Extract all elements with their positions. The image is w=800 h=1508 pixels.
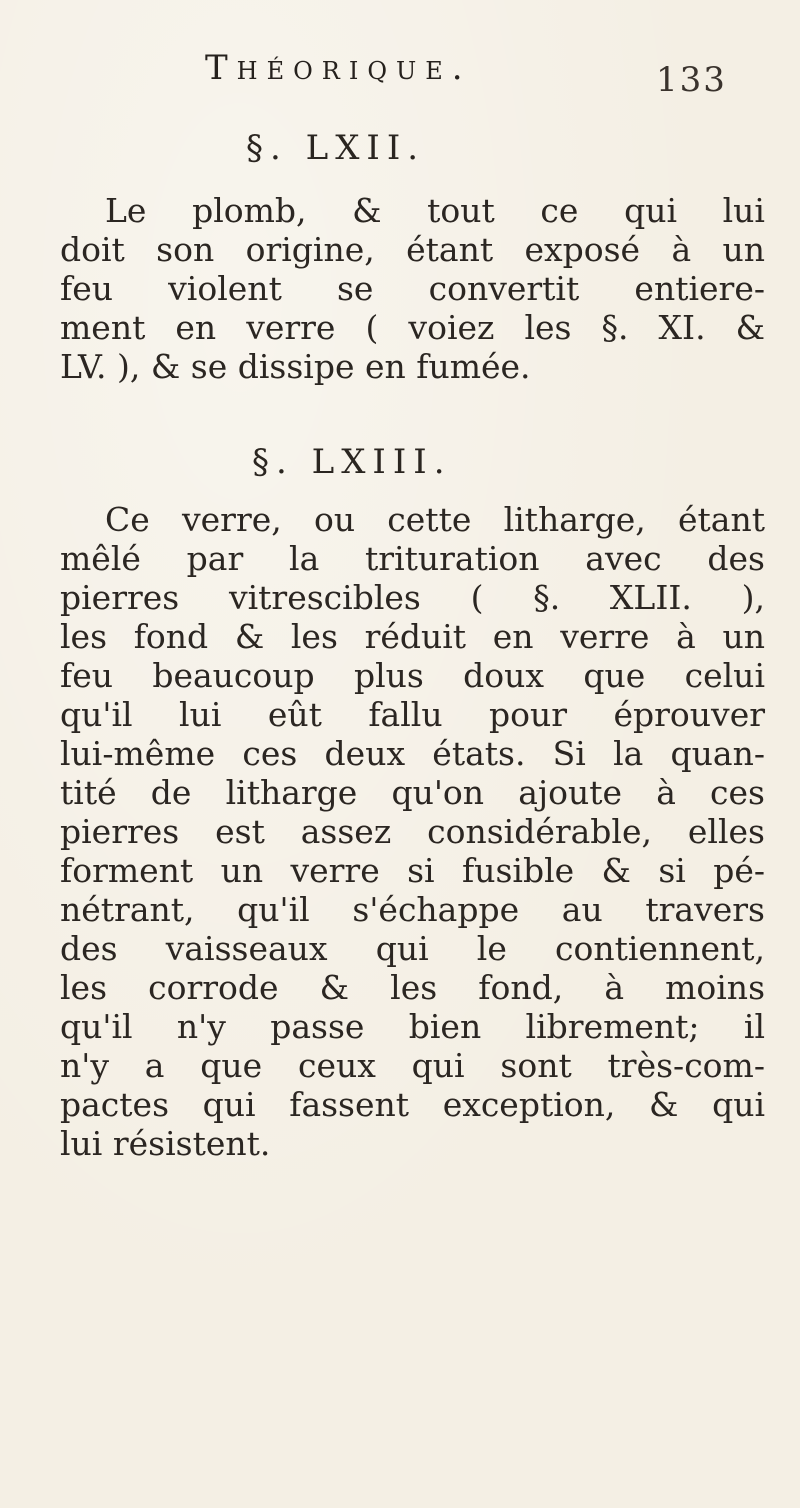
text-line: des vaisseaux qui le contiennent, — [60, 929, 765, 968]
text-line: pierres est assez considérable, elles — [60, 812, 765, 851]
text-line: forment un verre si fusible & si pé- — [60, 851, 765, 890]
text-line: feu beaucoup plus doux que celui — [60, 656, 765, 695]
text-line: tité de litharge qu'on ajoute à ces — [60, 773, 765, 812]
running-head — [0, 44, 800, 100]
section-heading: §. LXII. — [246, 128, 426, 168]
text-line: Ce verre, ou cette litharge, étant — [105, 500, 765, 539]
running-title: Théorique. — [205, 48, 472, 88]
paragraph — [60, 500, 765, 1163]
text-line: LV. ), & se dissipe en fumée. — [60, 347, 531, 386]
text-line: les corrode & les fond, à moins — [60, 968, 765, 1007]
text-line: ment en verre ( voiez les §. XI. & — [60, 308, 765, 347]
text-line: mêlé par la trituration avec des — [60, 539, 765, 578]
text-line: doit son origine, étant exposé à un — [60, 230, 765, 269]
text-line: lui-même ces deux états. Si la quan- — [60, 734, 765, 773]
text-line: pierres vitrescibles ( §. XLII. ), — [60, 578, 765, 617]
section-heading: §. LXIII. — [252, 442, 452, 482]
text-line: pactes qui fassent exception, & qui — [60, 1085, 765, 1124]
paragraph — [60, 191, 765, 386]
text-line: qu'il n'y passe bien librement; il — [60, 1007, 765, 1046]
text-line: feu violent se convertit entiere- — [60, 269, 765, 308]
page-number: 133 — [656, 60, 727, 100]
text-line: lui résistent. — [60, 1124, 271, 1163]
text-line: n'y a que ceux qui sont très-com- — [60, 1046, 765, 1085]
text-line: nétrant, qu'il s'échappe au travers — [60, 890, 765, 929]
text-line: les fond & les réduit en verre à un — [60, 617, 765, 656]
text-line: Le plomb, & tout ce qui lui — [105, 191, 765, 230]
text-line: qu'il lui eût fallu pour éprouver — [60, 695, 765, 734]
